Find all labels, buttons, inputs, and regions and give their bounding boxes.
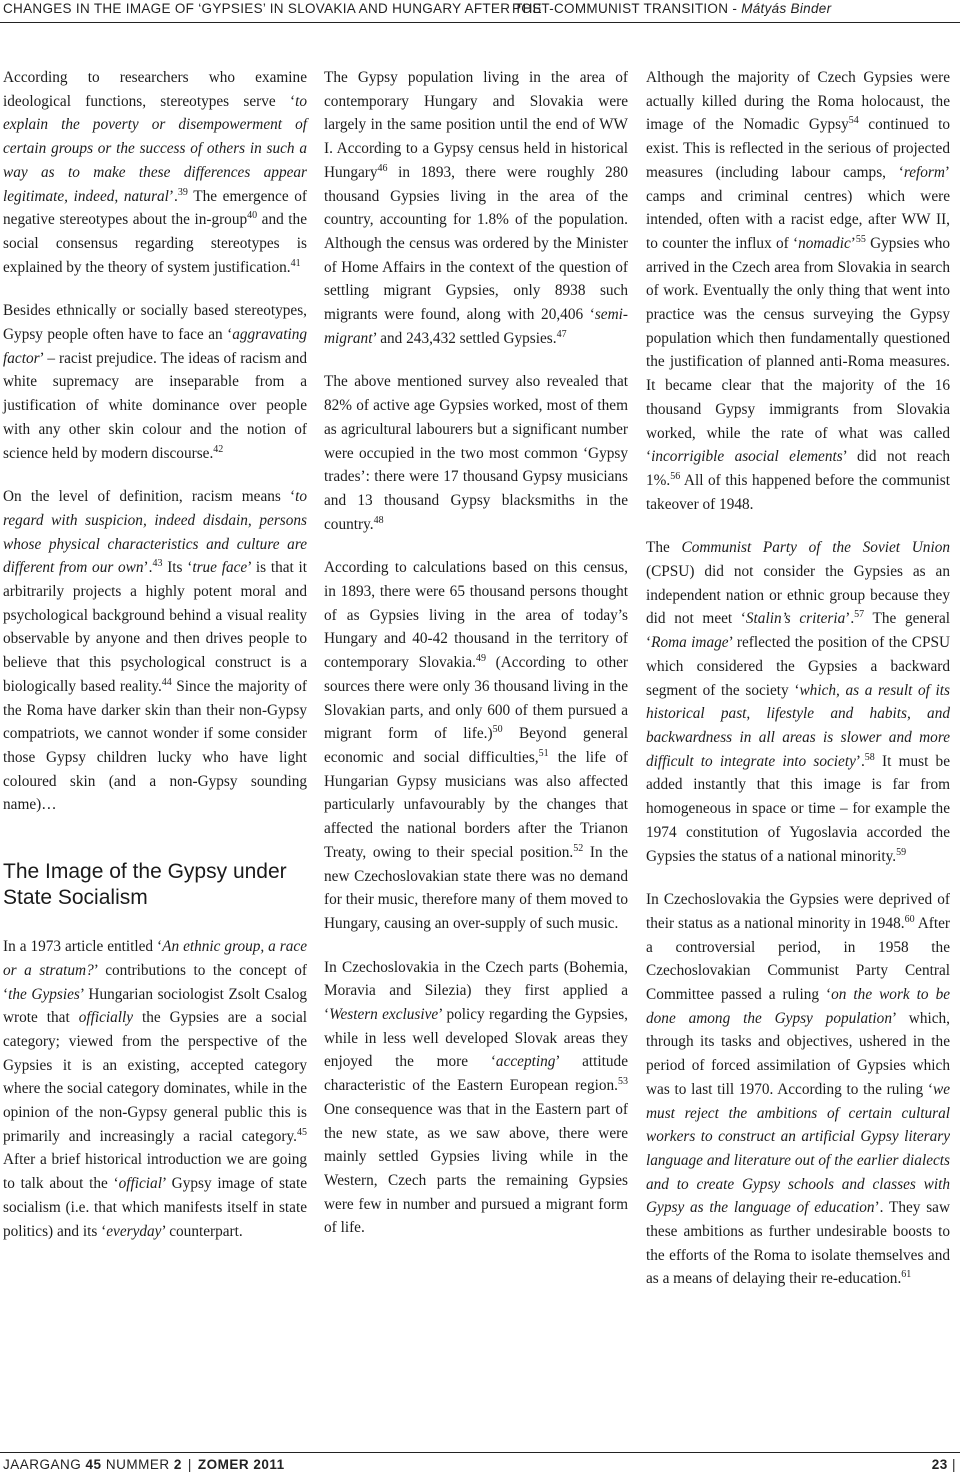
text-run: ’ is that it arbitrarily projects a highly potent moral and psychological background behind a visual reality observable by anyone and then drives people to believe that this psychological construct is a biologically based reality. bbox=[3, 559, 307, 695]
text-run: ’ attitude characteristic of the Eastern European region. bbox=[324, 1053, 628, 1095]
text-run: ’ Hungarian sociologist Zsolt Csalog wrote that bbox=[3, 985, 308, 1027]
footnote-ref: 55 bbox=[855, 233, 866, 245]
paragraph bbox=[3, 485, 307, 817]
text-run: ’ did not reach 1%. bbox=[646, 448, 950, 489]
jaargang-label: JAARGANG bbox=[3, 1457, 82, 1472]
emphasis-text: to explain the poverty or disempowerment of certain groups or the success of others in such a way as to make these differences appear legitimate, indeed, natural bbox=[3, 92, 307, 205]
text-run: On the level of definition, racism means ‘ bbox=[3, 488, 296, 506]
text-run: ’ which, through its tasks and objectives, ushered in the period of forced assimilation of Gypsies which was to last till 1970. According to the ruling ‘ bbox=[646, 1009, 950, 1098]
text-run: After a brief historical introduction we are going to talk about the ‘ bbox=[3, 1151, 307, 1193]
paragraph bbox=[324, 956, 628, 1240]
text-run: The bbox=[646, 539, 682, 557]
paragraph bbox=[3, 66, 307, 279]
paragraph bbox=[324, 370, 628, 536]
emphasis-text: officially bbox=[78, 1009, 134, 1027]
text-run: (According to other sources there were only 36 thousand living in the Slovakian parts, and only 600 of them pursued a migrant form of life.) bbox=[324, 654, 628, 743]
emphasis-text: everyday bbox=[106, 1222, 162, 1240]
text-run: The Gypsy population living in the area of contemporary Hungary and Slovakia were largely in the same position until the end of WW I. According to a Gypsy census held in historical Hungary bbox=[324, 69, 628, 181]
text-run: Gypsies who arrived in the Czech area from Slovakia in search of work. Eventually the only thing that went into practice was the census surveying the Gypsy population which then fundamentally questioned the justification of planned anti-Roma measures. It became clear that the majority of the 16 thousand Gypsy immigrants from Slovakia worked, while the rate of what was called ‘ bbox=[646, 234, 950, 466]
header-dash: - bbox=[732, 1, 738, 16]
text-run: All of this happened before the communist takeover of 1948. bbox=[646, 471, 950, 513]
text-run: According to calculations based on this census, in 1893, there were 65 thousand persons thought of as Gypsies living in the area of today’s Hungary and 40-42 thousand in the territory of contemporary Slovakia. bbox=[324, 559, 628, 672]
paragraph bbox=[324, 556, 628, 935]
column-1 bbox=[3, 66, 307, 1263]
text-run: ’. They saw these ambitions as further undesirable boosts to the efforts of the Roma to isolate themselves and as a means of delaying their re-education. bbox=[646, 1199, 950, 1288]
footnote-ref: 43 bbox=[152, 558, 163, 570]
footnote-ref: 40 bbox=[247, 210, 258, 222]
header-title: CHANGES IN THE IMAGE OF ‘GYPSIES’ IN SLOVAKIA AND HUNGARY AFTER THE bbox=[3, 1, 542, 16]
text-run: ’. bbox=[143, 559, 153, 577]
emphasis-text: nomadic bbox=[798, 234, 851, 252]
text-run: According to researchers who examine ideological functions, stereotypes serve ‘ bbox=[3, 69, 307, 110]
text-run: continued to exist. This is reflected in the serious of projected measures (including labour camps, ‘ bbox=[646, 116, 950, 181]
text-run: In Czechoslovakia in the Czech parts (Bohemia, Moravia and Silezia) they first applied a ‘ bbox=[324, 958, 628, 1024]
text-run: It must be added instantly that this image is far from homogeneous in space or time – for example the 1974 constitution of Yugoslavia accorded the Gypsies the status of a national minority. bbox=[646, 752, 950, 865]
emphasis-text: which, as a result of its historical past, lifestyle and habits, and backwardness in all areas is slower and more difficult to integrate into society bbox=[646, 681, 950, 770]
text-run: Beyond general economic and social difficulties, bbox=[324, 725, 628, 766]
text-run: (CPSU) did not consider the Gypsies as an independent nation or ethnic group because they did not meet ‘ bbox=[646, 563, 950, 628]
text-run: ’. bbox=[845, 610, 855, 628]
footnote-ref: 45 bbox=[297, 1126, 307, 1138]
page-separator: | bbox=[951, 1457, 956, 1472]
emphasis-text: accepting bbox=[495, 1053, 556, 1071]
text-run: The general ‘ bbox=[646, 610, 950, 652]
text-run: and the social consensus regarding stereotypes is explained by the theory of system justification. bbox=[3, 211, 307, 276]
header-right bbox=[512, 1, 831, 16]
text-run: in 1893, there were roughly 280 thousand Gypsies living in the area of the country, accounting for 1.8% of the population. Although the census was ordered by the Minister of Home Affairs in the context of the question of settling migrant Gypsies, only 8938 such migrants were found, along with 20,406 ‘ bbox=[324, 163, 628, 324]
header-author: Mátyás Binder bbox=[741, 1, 832, 16]
footnote-ref: 41 bbox=[290, 257, 301, 269]
emphasis-text: we must reject the ambitions of certain cultural workers to construct an artificial Gypsy literary language and literature out of the earlier dialects and to create Gypsy schools and classes with Gypsy as the language of education bbox=[646, 1080, 950, 1217]
footnote-ref: 51 bbox=[538, 747, 549, 759]
emphasis-text: aggravating factor bbox=[3, 326, 307, 367]
emphasis-text: Stalin’s criteria bbox=[745, 610, 846, 628]
section-heading: The Image of the Gypsy under State Socialism bbox=[3, 860, 287, 910]
text-run: The emergence of negative stereotypes about the in-group bbox=[3, 187, 307, 229]
text-run: ’. bbox=[168, 187, 178, 205]
footer-separator: | bbox=[187, 1457, 192, 1472]
running-footer bbox=[0, 1452, 960, 1475]
emphasis-text: official bbox=[118, 1175, 162, 1193]
text-run: ’. bbox=[855, 752, 865, 770]
issue-season: ZOMER 2011 bbox=[197, 1457, 285, 1472]
paragraph bbox=[3, 935, 307, 1243]
footnote-ref: 50 bbox=[492, 724, 503, 736]
text-run: Besides ethnically or socially based stereotypes, Gypsy people often have to face an ‘ bbox=[3, 302, 307, 344]
emphasis-text: Roma image bbox=[651, 634, 729, 652]
emphasis-text: the Gypsies bbox=[8, 985, 80, 1003]
emphasis-text: true face bbox=[192, 559, 248, 577]
footnote-ref: 39 bbox=[177, 186, 188, 198]
text-run: In a 1973 article entitled ‘ bbox=[3, 938, 163, 956]
footnote-ref: 57 bbox=[854, 609, 865, 621]
footer-page bbox=[932, 1457, 956, 1472]
emphasis-text: to regard with suspicion, indeed disdain, persons whose physical characteristics and culture are different from our own bbox=[3, 488, 307, 577]
text-run: In Czechoslovakia the Gypsies were deprived of their status as a national minority in 1948. bbox=[646, 891, 950, 932]
paragraph bbox=[646, 536, 950, 868]
paragraph bbox=[646, 66, 950, 516]
nummer-label: NUMMER bbox=[105, 1457, 170, 1472]
text-run: ’ contributions to the concept of ‘ bbox=[3, 961, 308, 1003]
emphasis-text: semi-migrant bbox=[324, 306, 628, 347]
text-run: ’ and 243,432 settled Gypsies. bbox=[372, 329, 557, 347]
footnote-ref: 49 bbox=[475, 653, 486, 665]
paragraph bbox=[324, 66, 628, 350]
emphasis-text: on the work to be done among the Gypsy population bbox=[646, 986, 951, 1027]
footnote-ref: 53 bbox=[618, 1076, 628, 1088]
text-run: ’ counterpart. bbox=[161, 1222, 243, 1240]
emphasis-text: Western exclusive bbox=[329, 1006, 439, 1024]
text-run: ’ – racist prejudice. The ideas of racism and white supremacy are inseparable from a justification of white dominance over people with any other skin colour and the notion of science held by modern discourse. bbox=[3, 349, 307, 462]
emphasis-text: incorrigible asocial elements bbox=[651, 448, 843, 466]
nummer-value: 2 bbox=[173, 1457, 182, 1472]
footnote-ref: 61 bbox=[901, 1269, 912, 1281]
text-run: Its ‘ bbox=[162, 559, 193, 577]
column-2 bbox=[324, 66, 628, 1260]
text-run: ’ policy regarding the Gypsies, while in less well developed Slovak areas they enjoyed the more ‘ bbox=[324, 1006, 628, 1071]
footnote-ref: 54 bbox=[848, 115, 859, 127]
text-run: ’ bbox=[850, 234, 856, 252]
text-run: One consequence was that in the Eastern part of the new state, as we saw above, there were mainly settled Gypsies living while in the Western, Czech parts the remaining Gypsies were few in number and pursued a migrant form of life. bbox=[324, 1100, 628, 1237]
header-title-continued: POST-COMMUNIST TRANSITION bbox=[512, 1, 729, 16]
footnote-ref: 48 bbox=[373, 514, 384, 526]
footnote-ref: 56 bbox=[670, 470, 681, 482]
page-number: 23 bbox=[931, 1457, 948, 1472]
footnote-ref: 58 bbox=[864, 751, 875, 763]
emphasis-text: Communist Party of the Soviet Union bbox=[681, 539, 950, 557]
text-run: Since the majority of the Roma have darker skin than their non-Gypsy compatriots, we cannot wonder if some consider those Gypsy children lucky who have light coloured skin (and a non-Gypsy sounding name)… bbox=[3, 677, 308, 814]
text-run: the Gypsies are a social category; viewed from the perspective of the Gypsies it is an existing, accepted category where the social category dominates, while in the opinion of the non-Gypsy general public this is primarily and increasingly a racial category. bbox=[3, 1009, 307, 1145]
text-run: ’ reflected the position of the CPSU which considered the Gypsies a backward segment of the society ‘ bbox=[646, 634, 951, 699]
footnote-ref: 46 bbox=[377, 162, 388, 174]
footnote-ref: 52 bbox=[573, 842, 584, 854]
footnote-ref: 44 bbox=[161, 676, 172, 688]
text-run: The above mentioned survey also revealed that 82% of active age Gypsies worked, most of them as agricultural labourers but a significant number were occupied in the two most common ‘Gypsy trades’: there were 17 thousand Gypsy musicians and 13 thousand Gypsy blacksmiths in the country. bbox=[324, 373, 628, 533]
emphasis-text: reform bbox=[903, 163, 945, 181]
footnote-ref: 42 bbox=[213, 443, 224, 455]
jaargang-value: 45 bbox=[85, 1457, 102, 1472]
footer-issue-info bbox=[3, 1457, 285, 1472]
emphasis-text: An ethnic group, a race or a stratum? bbox=[3, 938, 307, 979]
footnote-ref: 60 bbox=[904, 913, 915, 925]
text-run: ’ Gypsy image of state socialism (i.e. that which manifests itself in state politics) and its ‘ bbox=[3, 1175, 307, 1240]
text-run: In the new Czechoslovakian state there was no demand for their music, therefore many of them moved to Hungary, causing an over-supply of such music. bbox=[324, 843, 628, 932]
footnote-ref: 47 bbox=[556, 328, 567, 340]
paragraph bbox=[3, 299, 307, 465]
text-run: After a controversial period, in 1958 the Czechoslovakian Communist Party Central Committee passed a ruling ‘ bbox=[646, 914, 950, 1004]
running-header bbox=[0, 0, 960, 23]
text-run: Although the majority of Czech Gypsies were actually killed during the Roma holocaust, the image of the Nomadic Gypsy bbox=[646, 69, 950, 134]
text-run: the life of Hungarian Gypsy musicians was also affected particularly unfavourably by the changes that affected the national borders after the Trianon Treaty, owing to their special position. bbox=[324, 748, 628, 861]
text-run: ’ camps and criminal centres) which were intended, often with a racist edge, after WW II, to counter the influx of ‘ bbox=[646, 163, 950, 252]
footnote-ref: 59 bbox=[896, 846, 907, 858]
paragraph bbox=[646, 888, 950, 1291]
column-3 bbox=[646, 66, 950, 1311]
